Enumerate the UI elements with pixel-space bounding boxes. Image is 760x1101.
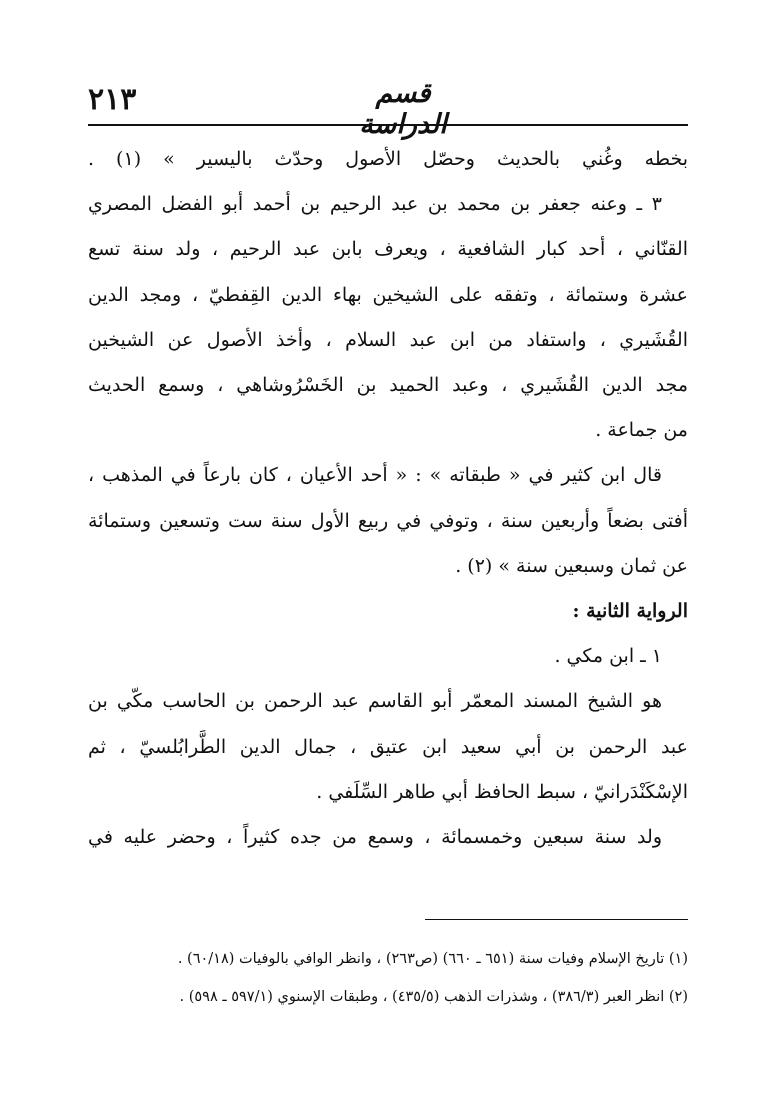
text-line: من جماعة . — [595, 419, 688, 442]
running-title: قسم الدراسة — [359, 78, 447, 140]
text-line: قال ابن كثير في « طبقاته » : « أحد الأعيان ، كان بارعاً في المذهب ، — [88, 464, 662, 487]
text-line: الإسْكَنْدَرانيّ ، سبط الحافظ أبي طاهر السِّلَفي . — [316, 780, 688, 803]
text-line: القُشَيري ، واستفاد من ابن عبد السلام ، وأخذ الأصول عن الشيخين — [88, 328, 688, 351]
text-line: عبد الرحمن بن أبي سعيد ابن عتيق ، جمال الدين الطَّرابُلسيّ ، ثم — [88, 735, 688, 758]
text-line: أفتى بضعاً وأربعين سنة ، وتوفي في ربيع الأول سنة ست وتسعين وستمائة — [88, 509, 688, 532]
page-header — [88, 78, 688, 140]
text-line: ولد سنة سبعين وخمسمائة ، وسمع من جده كثيراً ، وحضر عليه في — [88, 826, 662, 849]
page-number: ٢١٣ — [88, 82, 137, 117]
footnotes — [88, 940, 688, 1016]
text-line: ٣ ـ وعنه جعفر بن محمد بن عبد الرحيم بن أحمد أبو الفضل المصري — [88, 193, 662, 216]
text-line: ١ ـ ابن مكي . — [554, 645, 662, 668]
body-text — [88, 137, 688, 860]
section-heading: الرواية الثانية : — [572, 600, 688, 623]
footnote: (٢) انظر العبر (٣٨٦/٣) ، وشذرات الذهب (٤٣٥/٥) ، وطبقات الإسنوي (٥٩٧/١ ـ ٥٩٨) . — [179, 989, 688, 1005]
text-line: عشرة وستمائة ، وتفقه على الشيخين بهاء الدين القِفطيّ ، ومجد الدين — [88, 283, 688, 306]
text-line: مجد الدين القُشَيري ، وعبد الحميد بن الخَسْرُوشاهي ، وسمع الحديث — [88, 374, 688, 397]
text-line: بخطه وغُني بالحديث وحصّل الأصول وحدّث باليسير » (١) . — [88, 148, 689, 170]
header-rule — [88, 124, 688, 126]
text-line: القنّاني ، أحد كبار الشافعية ، ويعرف بابن عبد الرحيم ، ولد سنة تسع — [88, 238, 688, 261]
text-line: هو الشيخ المسند المعمّر أبو القاسم عبد الرحمن بن الحاسب مكّي بن — [88, 690, 662, 713]
footnote-separator — [425, 919, 688, 920]
footnote: (١) تاريخ الإسلام وفيات سنة (٦٥١ ـ ٦٦٠) (ص٢٦٣) ، وانظر الوافي بالوفيات (٦٠/١٨) . — [177, 951, 688, 967]
text-line: عن ثمان وسبعين سنة » (٢) . — [455, 554, 688, 577]
